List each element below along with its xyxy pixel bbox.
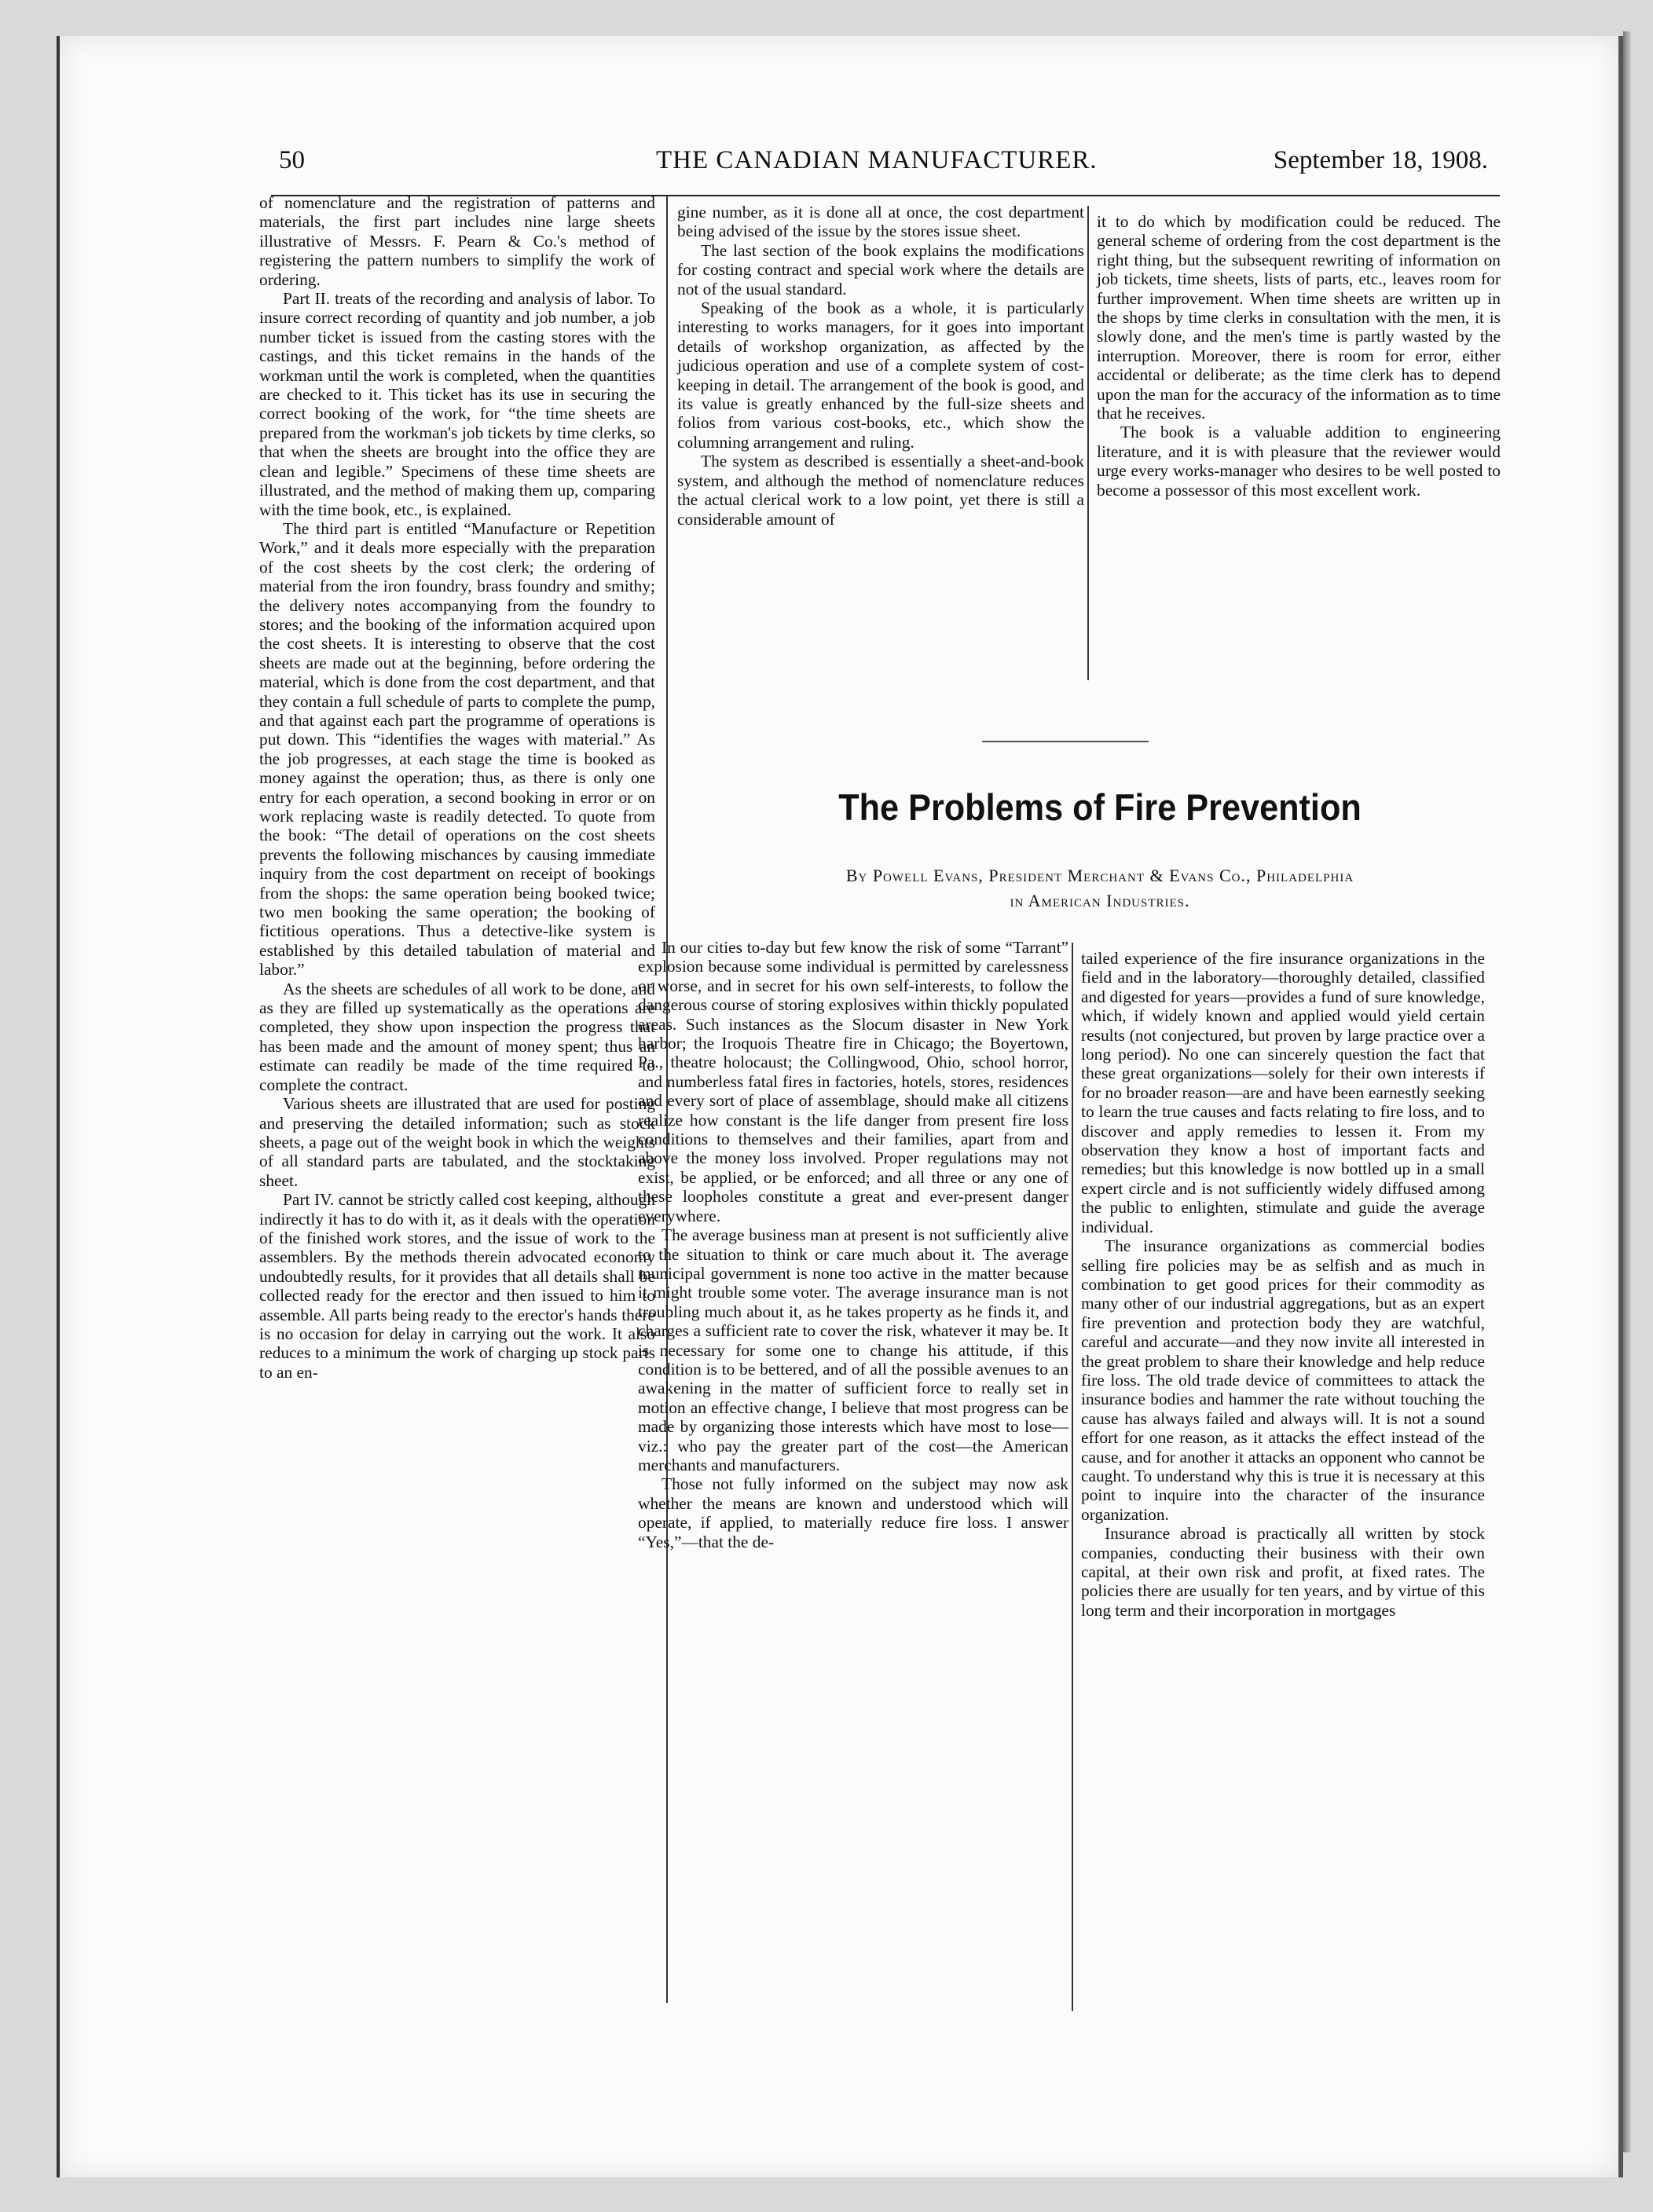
paragraph: As the sheets are schedules of all work to be done, and as they are filled up systematically as the operations are completed, they show upon inspection the progress that has been made and the amount of money spent; thus an estimate can readily be made of the time required to complete the contract. <box>259 979 655 1094</box>
publication-title: THE CANADIAN MANUFACTURER. <box>656 146 1098 174</box>
column-rule <box>1087 206 1089 680</box>
paragraph: of nomenclature and the registration of patterns and materials, the first part includes nine large sheets illustrative of Messrs. F. Pearn & Co.'s method of registering the pattern numbers to simplify the work of ordering. <box>259 193 655 289</box>
paragraph: The average business man at present is not sufficiently alive to the situation to think or care much about it. The average municipal government is none too active in the matter because it might trouble some voter. The average insurance man is not troubling much about it, as he takes property as he finds it, and charges a sufficient rate to cover the risk, whatever it may be. It is necessary for some one to change his attitude, if this condition is to be bettered, and of all the possible avenues to an awakening in the matter of sufficient force to really set in motion an effective change, I believe that most progress can be made by organizing those interests which have most to lose—viz.: who pay the greater part of the cost—the American merchants and manufacturers. <box>638 1225 1068 1474</box>
column-2-bottom <box>638 938 1068 1551</box>
paragraph: The system as described is essentially a sheet-and-book system, and although the method of nomenclature reduces the actual clerical work to a low point, yet there is still a considerable amount of <box>677 452 1084 529</box>
page-number: 50 <box>279 146 305 174</box>
article-byline-source: in American Industries. <box>1010 891 1190 910</box>
column-3-bottom <box>1081 949 1485 1620</box>
column-3-top <box>1097 212 1501 500</box>
column-rule <box>1072 943 1073 2011</box>
issue-date: September 18, 1908. <box>1273 146 1488 174</box>
paragraph: Those not fully informed on the subject may now ask whether the means are known and understood which will operate, if applied, to materially reduce fire loss. I answer “Yes,”—that the de- <box>638 1474 1068 1551</box>
paragraph: tailed experience of the fire insurance organizations in the field and in the laboratory—thoroughly detailed, classified and digested for years—provides a fund of sure knowledge, which, if widely known and applied would yield certain results (not conjectured, but proven by large practice over a long period). No one can sincerely question the fact that these great organizations—solely for their own interests if for no broader reason—are and have been earnestly seeking to learn the true causes and facts relating to fire loss, and to discover and apply remedies to lessen it. From my observation they know a host of important facts and remedies; but this knowledge is now bottled up in a small expert circle and is not sufficiently widely diffused among the public to enlighten, stimulate and guide the average individual. <box>1081 949 1485 1236</box>
running-header <box>279 146 1488 185</box>
paragraph: The last section of the book explains the modifications for costing contract and special work where the details are not of the usual standard. <box>677 240 1084 298</box>
section-divider <box>982 741 1149 742</box>
column-1 <box>259 193 655 1382</box>
paragraph: Speaking of the book as a whole, it is particularly interesting to works managers, for it goes into important details of workshop organization, as affected by the judicious operation and use of a complete system of cost-keeping in detail. The arrangement of the book is good, and its value is greatly enhanced by the full-size sheets and folios from various cost-books, etc., which show the columning arrangement and ruling. <box>677 298 1084 452</box>
paragraph: it to do which by modification could be reduced. The general scheme of ordering from the cost department is the right thing, but the subsequent rewriting of information on job tickets, time sheets, lists of parts, etc., leaves room for further improvement. When time sheets are written up in the shops by time clerks in consultation with the men, it is slowly done, and the men's time is partly wasted by the interruption. Moreover, there is room for error, either accidental or deliberate; as the time clerk has to depend upon the man for the accuracy of the information as to time that he receives. <box>1097 212 1501 423</box>
column-2-top <box>677 203 1084 529</box>
article-title: The Problems of Fire Prevention <box>838 786 1362 828</box>
paragraph: gine number, as it is done all at once, the cost department being advised of the issue by the stores issue sheet. <box>677 203 1084 241</box>
paragraph: Insurance abroad is practically all written by stock companies, conducting their business with their own capital, at their own risk and profit, at fixed rates. The policies there are usually for ten years, and by virtue of this long term and their incorporation in mortgages <box>1081 1524 1485 1620</box>
page-edge <box>1623 31 1631 2152</box>
paragraph: Part II. treats of the recording and analysis of labor. To insure correct recording of quantity and job number, a job number ticket is issued from the casting stores with the castings, and this ticket remains in the hands of the workman until the work is completed, when the quantities are checked to it. This ticket has its use in securing the correct booking of the work, for “the time sheets are prepared from the workman's job tickets by time clerks, so that when the sheets are brought into the office they are clean and legible.” Specimens of these time sheets are illustrated, and the method of making them up, comparing with the time book, etc., is explained. <box>259 289 655 519</box>
paragraph: Various sheets are illustrated that are used for posting and preserving the detailed information; such as stock sheets, a page out of the weight book in which the weights of all standard parts are tabulated, and the stocktaking sheet. <box>259 1094 655 1190</box>
paragraph: Part IV. cannot be strictly called cost keeping, although indirectly it has to do with it, as it deals with the operation of the finished work stores, and the issue of work to the assemblers. By the methods therein advocated economy undoubtedly results, for it provides that all details shall be collected ready for the erector and then issued to him to assemble. All parts being ready to the erector's hands there is no occasion for delay in carrying out the work. It also reduces to a minimum the work of charging up stock parts to an en- <box>259 1190 655 1382</box>
paragraph: In our cities to-day but few know the risk of some “Tarrant” explosion because some individual is permitted by carelessness or worse, and in secret for his own self-interests, to follow the dangerous course of storing explosives within thickly populated areas. Such instances as the Slocum disaster in New York harbor; the Iroquois Theatre fire in Chicago; the Boyertown, Pa., theatre holocaust; the Collingwood, Ohio, school horror, and numberless fatal fires in factories, hotels, stores, residences and every sort of place of assemblage, should make all citizens realize how constant is the life danger from present fire loss conditions to themselves and their families, apart from and above the money loss involved. Proper regulations may not exist, be applied, or be enforced; and all three or any one of these loopholes constitute a great and ever-present danger everywhere. <box>638 938 1068 1225</box>
article-byline: By Powell Evans, President Merchant & Evans Co., Philadelphia <box>845 866 1354 885</box>
paragraph: The insurance organizations as commercial bodies selling fire policies may be as selfish and as much in combination to get good prices for their commodity as many other of our industrial aggregations, but as an expert fire prevention and protection body they are watchful, careful and accurate—and they now invite all interested in the great problem to share their knowledge and help reduce fire loss. The old trade device of committees to attack the insurance bodies and hammer the rate without touching the cause has always failed and always will. It is not a sound effort for one reason, as it attacks the effect instead of the cause, and for another it attacks an opponent who cannot be caught. To understand why this is true it is necessary at this point to inquire into the character of the insurance organization. <box>1081 1236 1485 1524</box>
paragraph: The book is a valuable addition to engineering literature, and it is with pleasure that the reviewer would urge every works-manager who desires to be well posted to become a possessor of this most excellent work. <box>1097 423 1501 500</box>
paragraph: The third part is entitled “Manufacture or Repetition Work,” and it deals more especially with the preparation of the cost sheets by the cost clerk; the ordering of material from the iron foundry, brass foundry and smithy; the delivery notes accompanying from the foundry to stores; and the booking of the information acquired upon the cost sheets. It is interesting to observe that the cost sheets are made out at the beginning, before ordering the material, which is done from the cost department, and that they contain a full schedule of parts to complete the pump, and that against each part the programme of operations is put down. This “identifies the wages with material.” As the job progresses, at each stage the time is booked as money against the operation; thus, as there is only one entry for each operation, a second booking in error or on work replacing waste is readily detected. To quote from the book: “The detail of operations on the cost sheets prevents the following mischances by causing immediate inquiry from the cost department on receipt of bookings from the shops: the same operation being booked twice; two men booking the same operation; the booking of fictitious operations. Thus a detective-like system is established by this detailed tabulation of material and labor.” <box>259 518 655 980</box>
